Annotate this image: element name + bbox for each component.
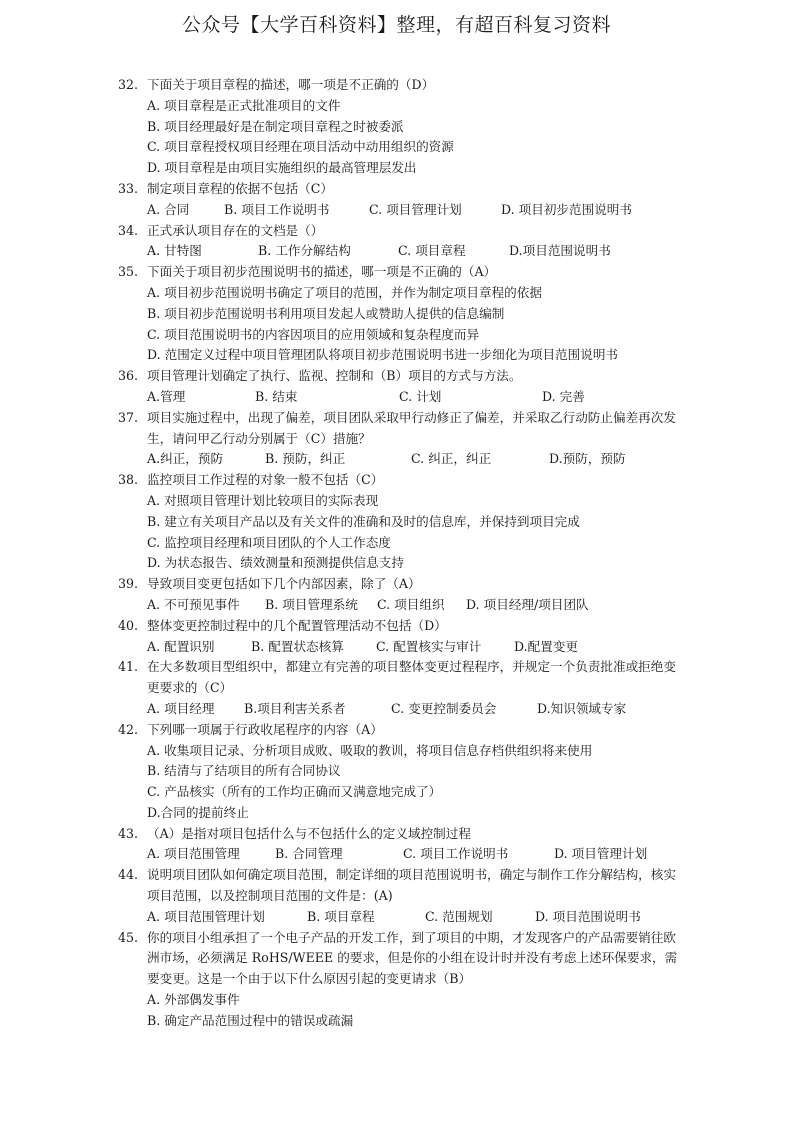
question-38 bbox=[118, 470, 678, 491]
question-42 bbox=[118, 720, 678, 741]
option-a: A.管理 bbox=[147, 388, 186, 404]
option-row bbox=[118, 699, 678, 720]
option-a: A. 外部偶发事件 bbox=[147, 992, 240, 1008]
option-c: C. 配置核实与审计 bbox=[376, 638, 482, 654]
option-c: C. 范围规划 bbox=[425, 908, 493, 924]
option-d: D. 范围定义过程中项目管理团队将项目初步范围说明书进一步细化为项目范围说明书 bbox=[147, 347, 619, 363]
option-b: B. 结束 bbox=[255, 388, 298, 404]
option-a: A. 项目范围管理 bbox=[147, 846, 240, 862]
question-number: 37. bbox=[118, 409, 139, 425]
question-33 bbox=[118, 179, 678, 200]
question-text: 下列哪一项属于行政收尾程序的内容（A） bbox=[147, 721, 383, 737]
question-text: 监控项目工作过程的对象一般不包括（C） bbox=[147, 472, 384, 488]
option-b: B. 结清与了结项目的所有合同协议 bbox=[147, 763, 341, 779]
option-row bbox=[118, 387, 678, 408]
question-34 bbox=[118, 221, 678, 242]
question-number: 32. bbox=[118, 77, 139, 92]
question-39 bbox=[118, 574, 678, 595]
option-d: D.预防，预防 bbox=[549, 451, 626, 467]
option-a: A. 对照项目管理计划比较项目的实际表现 bbox=[147, 492, 379, 508]
option-d: D.项目范围说明书 bbox=[509, 243, 611, 259]
option-b: B. 建立有关项目产品以及有关文件的准确和及时的信息库，并保持到项目完成 bbox=[147, 513, 580, 529]
option-c: C. 变更控制委员会 bbox=[391, 700, 497, 716]
option-b: B. 合同管理 bbox=[275, 846, 343, 862]
option-c: C. 项目范围说明书的内容因项目的应用领域和复杂程度而异 bbox=[147, 326, 480, 342]
question-44 bbox=[118, 865, 678, 907]
question-text: 正式承认项目存在的文档是（） bbox=[147, 222, 324, 238]
option-c: C. 计划 bbox=[399, 388, 442, 404]
option-d: D.配置变更 bbox=[514, 638, 579, 654]
question-number: 39. bbox=[118, 576, 139, 592]
option-c: C. 纠正，纠正 bbox=[411, 451, 492, 467]
question-43 bbox=[118, 824, 678, 845]
question-32 bbox=[118, 75, 678, 96]
question-text: 项目实施过程中，出现了偏差，项目团队采取甲行动修正了偏差，并采取乙行动防止偏差再次发生，请问甲乙行动分别属于（C）措施？ bbox=[147, 409, 676, 446]
option-d: D. 项目管理计划 bbox=[554, 846, 648, 862]
question-45 bbox=[118, 928, 678, 990]
question-number: 34. bbox=[118, 222, 139, 238]
page-header: 公众号【大学百科资料】整理，有超百科复习资料 bbox=[181, 14, 611, 36]
option-d: D. 项目章程是由项目实施组织的最高管理层发出 bbox=[147, 160, 417, 176]
option-c: C. 项目管理计划 bbox=[369, 201, 462, 217]
option-a: A. 甘特图 bbox=[147, 243, 202, 259]
question-number: 33. bbox=[118, 180, 139, 196]
option-b: B. 工作分解结构 bbox=[258, 243, 351, 259]
question-number: 35. bbox=[118, 264, 139, 280]
option-b: B.项目利害关系者 bbox=[244, 700, 346, 716]
option-b: B. 项目经理最好是在制定项目章程之时被委派 bbox=[147, 118, 404, 134]
option-row bbox=[118, 595, 678, 616]
option-b: B. 确定产品范围过程中的错误或疏漏 bbox=[147, 1012, 354, 1028]
option-d: D. 为状态报告、绩效测量和预测提供信息支持 bbox=[147, 555, 404, 571]
option-a: A. 配置识别 bbox=[147, 638, 215, 654]
question-number: 38. bbox=[118, 472, 139, 488]
option-row bbox=[118, 449, 678, 470]
question-35 bbox=[118, 262, 678, 283]
option-row bbox=[118, 907, 678, 928]
question-37 bbox=[118, 408, 678, 450]
option-d: D.知识领域专家 bbox=[537, 700, 627, 716]
option-c: C. 项目工作说明书 bbox=[403, 846, 509, 862]
question-36 bbox=[118, 366, 678, 387]
question-text: 下面关于项目初步范围说明书的描述，哪一项是不正确的（A） bbox=[147, 264, 497, 280]
option-row bbox=[118, 637, 678, 658]
question-text: 制定项目章程的依据不包括（C） bbox=[147, 180, 333, 196]
question-text: 整体变更控制过程中的几个配置管理活动不包括（D） bbox=[147, 617, 447, 633]
question-number: 40. bbox=[118, 617, 139, 633]
question-text: 在大多数项目型组织中，都建立有完善的项目整体变更过程程序，并规定一个负责批准或拒绝变更要求的（C） bbox=[147, 659, 676, 696]
option-row bbox=[118, 200, 678, 221]
option-a: A. 收集项目记录、分析项目成败、吸取的教训，将项目信息存档供组织将来使用 bbox=[147, 742, 593, 758]
option-a: A. 项目初步范围说明书确定了项目的范围，并作为制定项目章程的依据 bbox=[147, 284, 542, 300]
question-number: 44. bbox=[118, 867, 139, 883]
question-list bbox=[118, 75, 678, 1032]
question-number: 41. bbox=[118, 659, 139, 675]
question-text: 导致项目变更包括如下几个内部因素，除了（A） bbox=[147, 576, 421, 592]
option-d: D. 项目范围说明书 bbox=[535, 908, 641, 924]
option-b: B. 项目初步范围说明书利用项目发起人或赞助人提供的信息编制 bbox=[147, 305, 505, 321]
option-a: A. 项目经理 bbox=[147, 700, 215, 716]
option-a: A. 不可预见事件 bbox=[147, 596, 240, 612]
option-c: C. 产品核实（所有的工作均正确而又满意地完成了） bbox=[147, 784, 442, 800]
question-number: 45. bbox=[118, 929, 139, 945]
option-d: D. 完善 bbox=[542, 388, 585, 404]
question-number: 43. bbox=[118, 825, 139, 841]
option-b: B. 配置状态核算 bbox=[251, 638, 344, 654]
option-a: A. 项目章程是正式批准项目的文件 bbox=[147, 97, 341, 113]
question-40 bbox=[118, 616, 678, 637]
question-number: 36. bbox=[118, 368, 139, 384]
option-d: D.合同的提前终止 bbox=[147, 804, 249, 820]
option-c: C. 项目章程授权项目经理在项目活动中动用组织的资源 bbox=[147, 139, 454, 155]
option-d: D. 项目初步范围说明书 bbox=[501, 201, 632, 217]
question-text: 你的项目小组承担了一个电子产品的开发工作，到了项目的中期，才发现客户的产品需要销往欧洲市场，必须满足 RoHS/WEEE 的要求，但是你的小组在设计时并没有考虑上述环保要求，需要变更。这是一个由于以下什么原因引起的变更请求（B） bbox=[147, 929, 678, 987]
question-text: 项目管理计划确定了执行、监视、控制和（B）项目的方式与方法。 bbox=[147, 368, 522, 384]
question-41 bbox=[118, 657, 678, 699]
option-b: B. 预防，纠正 bbox=[265, 451, 346, 467]
option-row bbox=[118, 844, 678, 865]
option-b: B. 项目工作说明书 bbox=[224, 201, 330, 217]
option-row bbox=[118, 241, 678, 262]
option-c: C. 项目章程 bbox=[398, 243, 466, 259]
option-a: A. 项目范围管理计划 bbox=[147, 908, 265, 924]
option-a: A.纠正，预防 bbox=[147, 451, 224, 467]
question-text: 下面关于项目章程的描述，哪一项是不正确的（D） bbox=[147, 77, 435, 92]
question-number: 42. bbox=[118, 721, 139, 737]
option-b: B. 项目管理系统 bbox=[265, 596, 358, 612]
question-text: （A）是指对项目包括什么与不包括什么的定义域控制过程 bbox=[147, 825, 471, 841]
question-text: 说明项目团队如何确定项目范围，制定详细的项目范围说明书，确定与制作工作分解结构，核实项目范围，以及控制项目范围的文件是：(A) bbox=[147, 867, 676, 904]
option-b: B. 项目章程 bbox=[307, 908, 375, 924]
option-a: A. 合同 bbox=[147, 201, 190, 217]
option-c: C. 监控项目经理和项目团队的个人工作态度 bbox=[147, 534, 391, 550]
option-c: C. 项目组织 bbox=[377, 596, 445, 612]
option-d: D. 项目经理/项目团队 bbox=[466, 596, 589, 612]
